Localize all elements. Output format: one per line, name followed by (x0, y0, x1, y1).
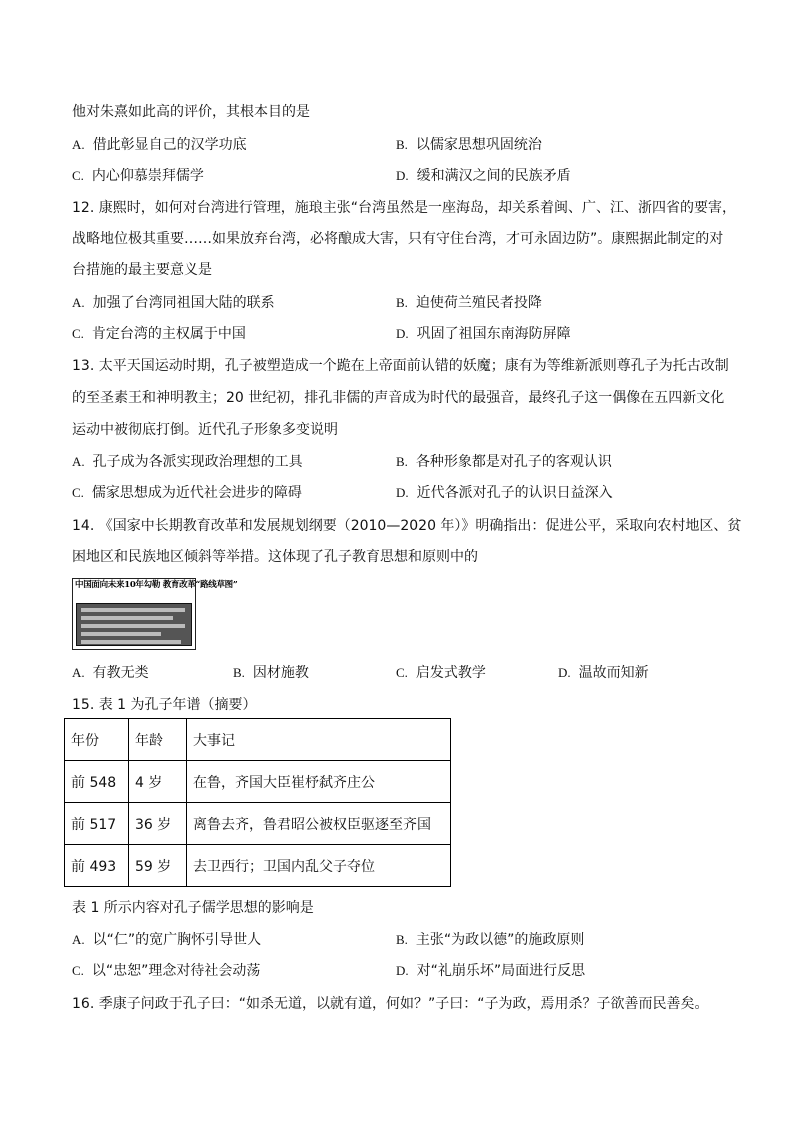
q14-option-c-text: 启发式教学 (415, 665, 486, 681)
q11-option-b[interactable] (396, 135, 542, 155)
q15-option-a[interactable] (72, 930, 261, 950)
q13-option-b-letter: B. (396, 454, 408, 469)
q13-option-d[interactable] (396, 483, 613, 503)
table-cell-year: 前 493 (65, 845, 129, 887)
q14-option-d-letter: D. (558, 665, 571, 680)
q15-option-d-text: 对“礼崩乐坏”局面进行反思 (416, 963, 586, 979)
q12-option-c-text: 肯定台湾的主权属于中国 (91, 326, 246, 342)
q13-stem-line-3: 运动中被彻底打倒。近代孔子形象多变说明 (72, 422, 338, 438)
q14-option-a[interactable] (72, 663, 149, 683)
q15-option-b-text: 主张“为政以德”的施政原则 (415, 932, 585, 948)
q12-option-a[interactable] (72, 293, 275, 313)
q14-figure-title: 中国面向未来10年勾勒 教育改革“路线草图” (75, 580, 238, 590)
q14-option-d-text: 温故而知新 (578, 665, 649, 681)
q15-option-a-text: 以“仁”的宽广胸怀引导世人 (92, 932, 262, 948)
q11-option-d[interactable] (396, 166, 571, 186)
q13-option-d-text: 近代各派对孔子的认识日益深入 (416, 485, 613, 501)
q12-option-b-text: 迫使荷兰殖民者投降 (415, 295, 542, 311)
table-row (65, 845, 451, 887)
q14-option-c[interactable] (396, 663, 486, 683)
q12-option-b[interactable] (396, 293, 542, 313)
q14-stem-line-2: 困地区和民族地区倾斜等举措。这体现了孔子教育思想和原则中的 (72, 549, 478, 565)
q15-option-c[interactable] (72, 961, 260, 981)
q14-option-a-text: 有教无类 (92, 665, 149, 681)
q15-option-c-text: 以“忠恕”理念对待社会动荡 (91, 963, 261, 979)
table-cell-age: 4 岁 (129, 761, 187, 803)
q15-stem: 15. 表 1 为孔子年谱（摘要） (72, 697, 257, 713)
q11-option-b-text: 以儒家思想巩固统治 (415, 137, 542, 153)
q13-option-a-letter: A. (72, 454, 85, 469)
table-header-cell: 年龄 (129, 719, 187, 761)
q11-option-d-letter: D. (396, 168, 409, 183)
q14-option-b-text: 因材施教 (252, 665, 309, 681)
q13-option-a[interactable] (72, 452, 303, 472)
table-header-cell: 大事记 (187, 719, 451, 761)
q12-option-d-text: 巩固了祖国东南海防屏障 (416, 326, 571, 342)
q14-option-a-letter: A. (72, 665, 85, 680)
q13-option-b[interactable] (396, 452, 612, 472)
q14-stem-line-1: 14. 《国家中长期教育改革和发展规划纲要（2010—2020 年）》明确指出：促进公平，采取向农村地区、贫 (72, 518, 742, 534)
q12-stem-line-3: 台措施的最主要意义是 (72, 262, 212, 278)
q11-stem-tail: 他对朱熹如此高的评价，其根本目的是 (72, 104, 310, 120)
table-cell-year: 前 548 (65, 761, 129, 803)
q15-option-d[interactable] (396, 961, 585, 981)
q14-newspaper-figure (72, 578, 238, 650)
q12-option-a-letter: A. (72, 295, 85, 310)
q12-option-d-letter: D. (396, 326, 409, 341)
q11-option-c[interactable] (72, 166, 204, 186)
q13-option-b-text: 各种形象都是对孔子的客观认识 (415, 454, 612, 470)
q16-stem-line-1: 16. 季康子问政于孔子曰：“如杀无道，以就有道，何如？”子曰：“子为政，焉用杀？子欲善而民善矣。 (72, 996, 709, 1012)
table-cell-age: 59 岁 (129, 845, 187, 887)
q11-option-a-letter: A. (72, 137, 85, 152)
q15-option-d-letter: D. (396, 963, 409, 978)
q14-figure-image (76, 603, 192, 646)
q13-stem-line-2: 的至圣素王和神明教主；20 世纪初，排孔非儒的声音成为时代的最强音，最终孔子这一偶像在五四新文化 (72, 390, 725, 406)
table-header-cell: 年份 (65, 719, 129, 761)
table-cell-event: 去卫西行；卫国内乱父子夺位 (187, 845, 451, 887)
table-row (65, 761, 451, 803)
q15-option-c-letter: C. (72, 963, 84, 978)
q11-option-b-letter: B. (396, 137, 408, 152)
table-cell-event: 在鲁，齐国大臣崔杼弑齐庄公 (187, 761, 451, 803)
q11-option-c-text: 内心仰慕崇拜儒学 (91, 168, 204, 184)
q12-option-b-letter: B. (396, 295, 408, 310)
q11-option-c-letter: C. (72, 168, 84, 183)
q11-option-a-text: 借此彰显自己的汉学功底 (92, 137, 247, 153)
q14-option-d[interactable] (558, 663, 649, 683)
q13-option-c-letter: C. (72, 485, 84, 500)
q13-option-d-letter: D. (396, 485, 409, 500)
q14-option-c-letter: C. (396, 665, 408, 680)
q13-option-c-text: 儒家思想成为近代社会进步的障碍 (91, 485, 302, 501)
q11-option-d-text: 缓和满汉之间的民族矛盾 (416, 168, 571, 184)
table-row (65, 803, 451, 845)
q12-option-c[interactable] (72, 324, 246, 344)
q15-option-b-letter: B. (396, 932, 408, 947)
q15-option-b[interactable] (396, 930, 584, 950)
table-header-row (65, 719, 451, 761)
table-cell-event: 离鲁去齐，鲁君昭公被权臣驱逐至齐国 (187, 803, 451, 845)
q13-stem-line-1: 13. 太平天国运动时期，孔子被塑造成一个跪在上帝面前认错的妖魔；康有为等维新派则尊孔子为托古改制 (72, 358, 729, 374)
q14-option-b-letter: B. (233, 665, 245, 680)
q15-question: 表 1 所示内容对孔子儒学思想的影响是 (72, 900, 314, 916)
q15-option-a-letter: A. (72, 932, 85, 947)
table-cell-age: 36 岁 (129, 803, 187, 845)
q14-option-b[interactable] (233, 663, 309, 683)
q12-option-d[interactable] (396, 324, 571, 344)
q12-stem-line-1: 12. 康熙时，如何对台湾进行管理，施琅主张“台湾虽然是一座海岛，却关系着闽、广、江、浙四省的要害， (72, 200, 736, 216)
q11-option-a[interactable] (72, 135, 247, 155)
table-cell-year: 前 517 (65, 803, 129, 845)
q13-option-c[interactable] (72, 483, 302, 503)
q12-stem-line-2: 战略地位极其重要……如果放弃台湾，必将酿成大害，只有守住台湾，才可永固边防”。康熙据此制定的对 (72, 231, 724, 247)
q12-option-a-text: 加强了台湾同祖国大陆的联系 (92, 295, 275, 311)
confucius-chronology-table (64, 718, 451, 887)
q12-option-c-letter: C. (72, 326, 84, 341)
q13-option-a-text: 孔子成为各派实现政治理想的工具 (92, 454, 303, 470)
